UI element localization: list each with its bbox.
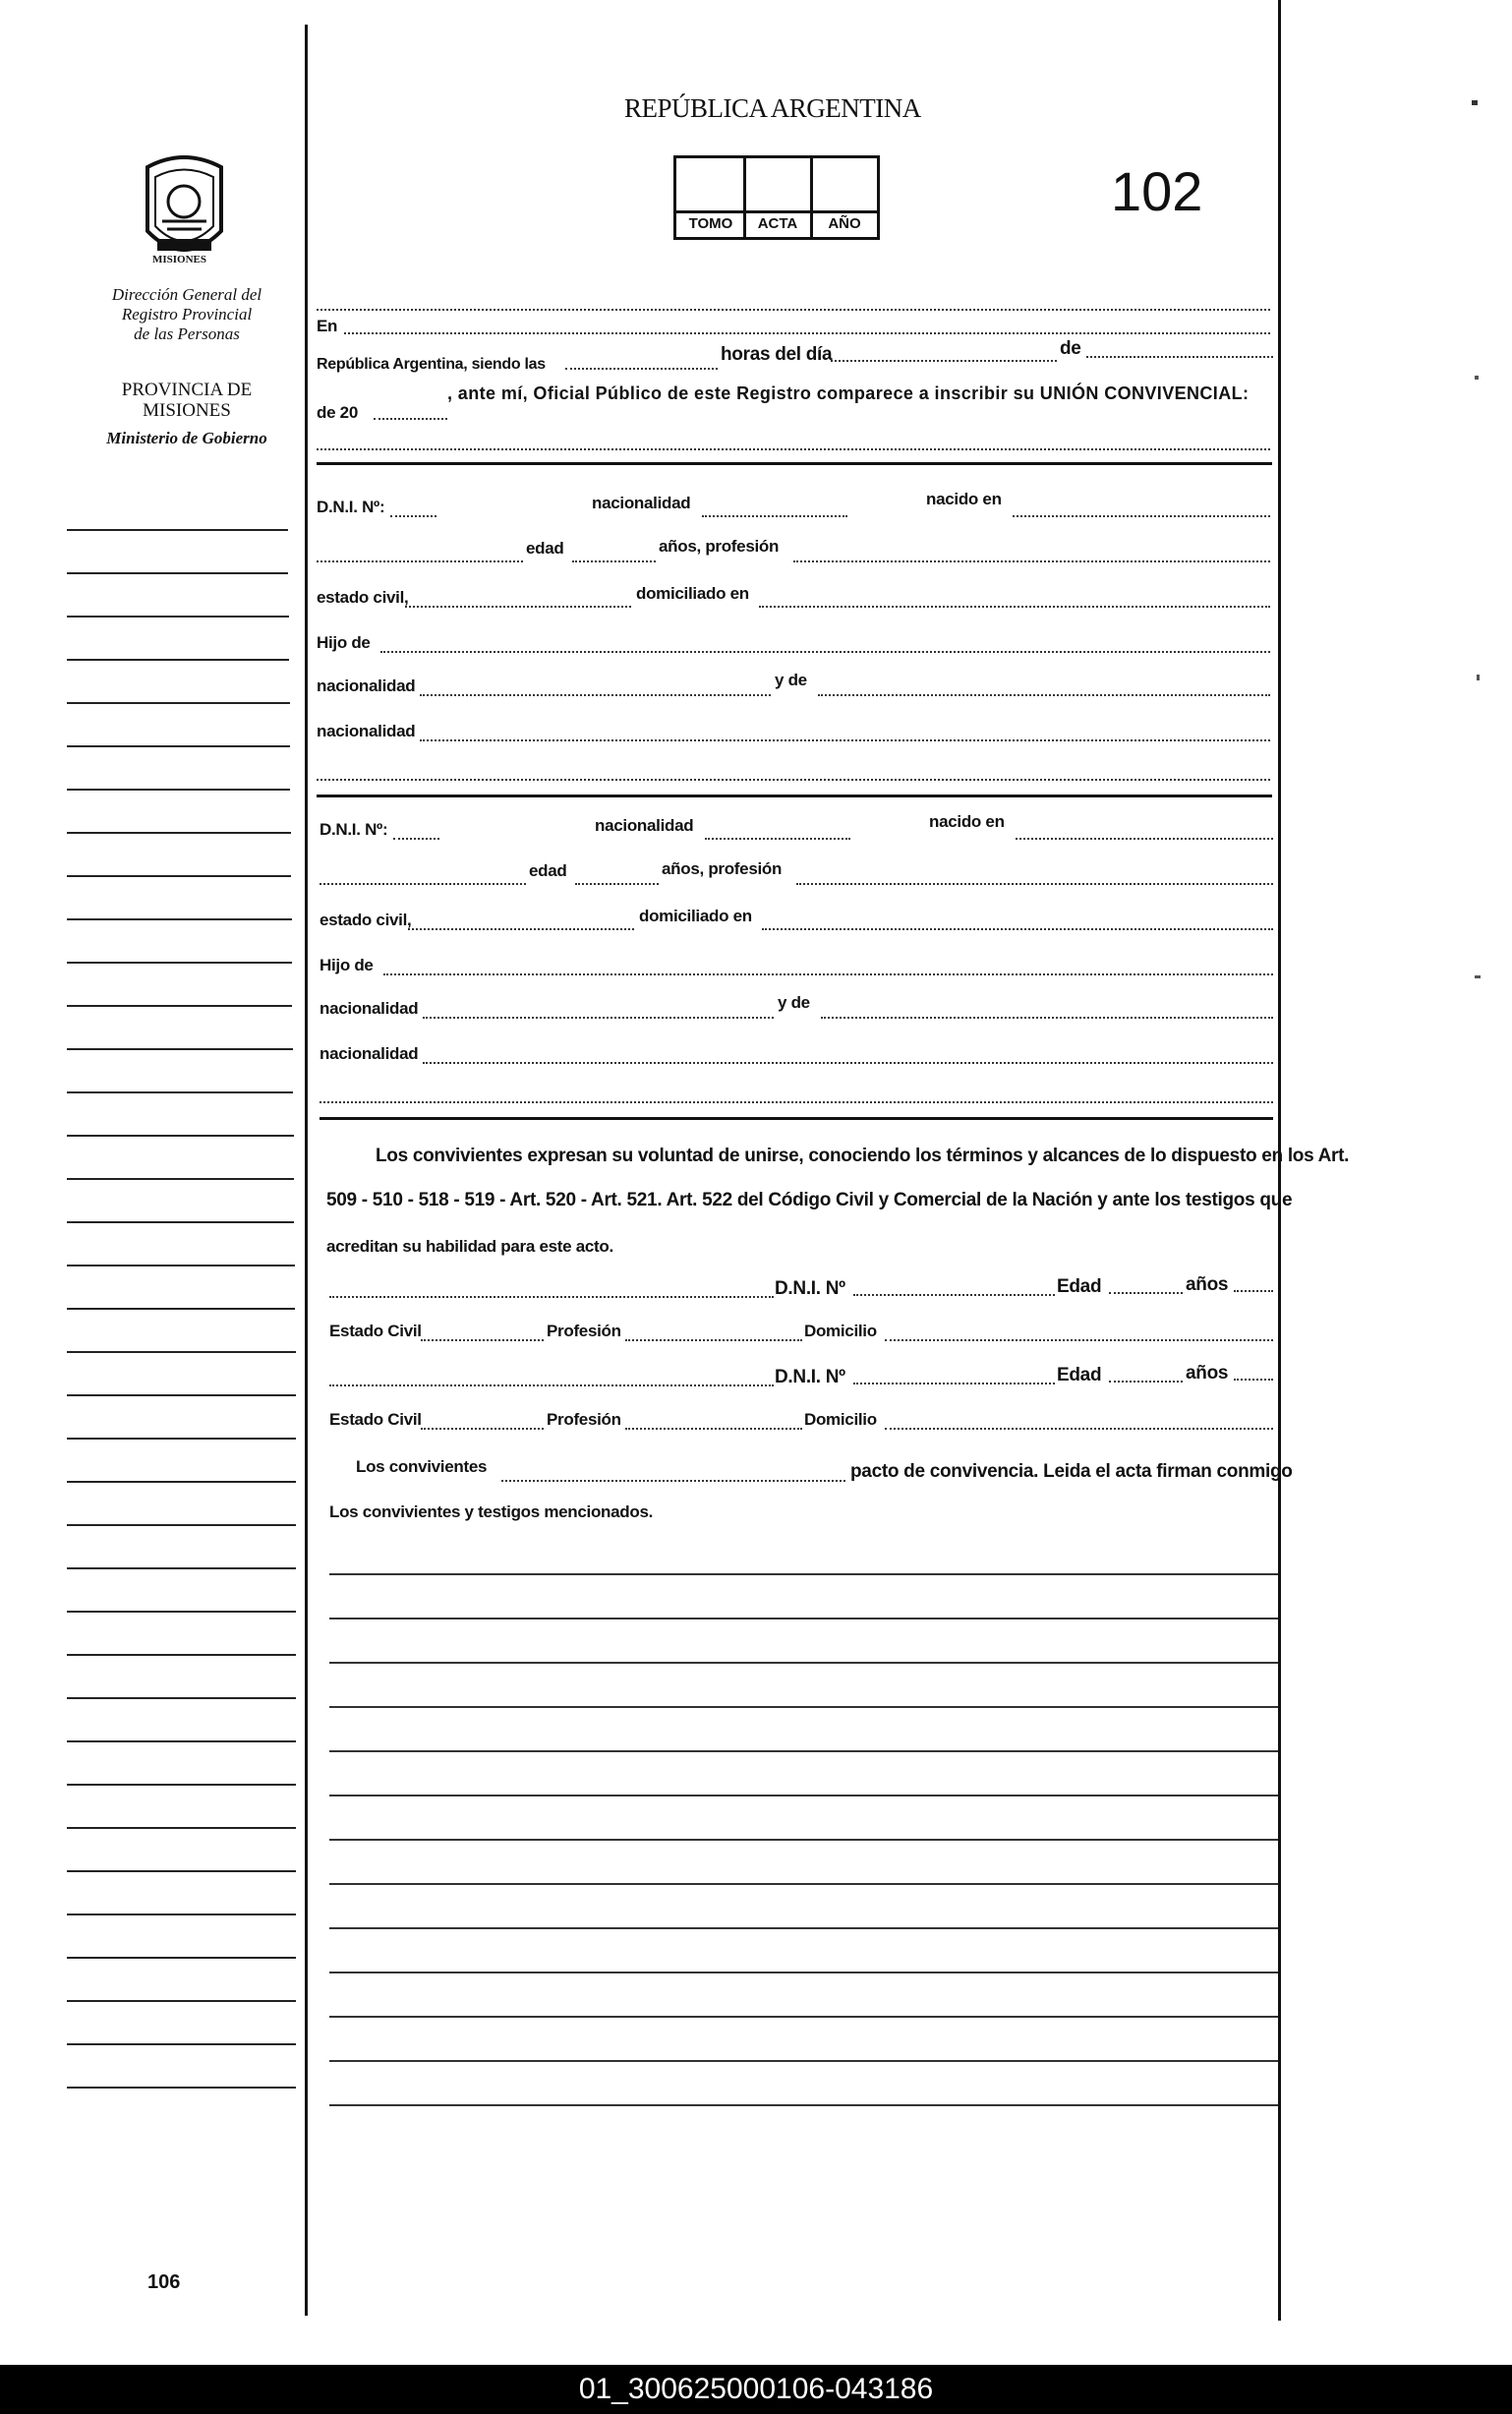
- institution-line-2: Registro Provincial: [121, 305, 253, 324]
- sidebar-ruled-line: [67, 1005, 292, 1007]
- witness-1-domicilio-field: [885, 1339, 1273, 1341]
- signature-line: [329, 1706, 1278, 1708]
- intro-year-field: [374, 418, 447, 420]
- sidebar-ruled-line: [67, 875, 291, 877]
- scan-mark-3: [1477, 675, 1480, 680]
- intro-de-label: de: [1060, 338, 1081, 359]
- person-2-nacionalidad-field: [705, 838, 850, 840]
- witness-2-anos-label: años: [1186, 1363, 1229, 1384]
- witness-1-dni-field: [853, 1294, 1055, 1296]
- person-1-nacido-field: [1013, 515, 1270, 517]
- person-2-hijo-field: [383, 973, 1273, 975]
- person-2-nacido-field: [1016, 838, 1273, 840]
- person-1-estado-field: [405, 606, 631, 608]
- witness-2-estado-field: [421, 1428, 544, 1430]
- person-1-nac-madre-field: [420, 739, 1270, 741]
- institution-line-3: de las Personas: [134, 324, 240, 343]
- person-1-anos-prof-label: años, profesión: [659, 537, 780, 556]
- sidebar-ruled-line: [67, 1048, 293, 1050]
- sidebar-ruled-line: [67, 962, 292, 964]
- person-2-domicilio-label: domiciliado en: [639, 907, 752, 925]
- sidebar-ruled-line: [67, 659, 289, 661]
- person-2-nac-madre-label: nacionalidad: [320, 1044, 419, 1063]
- sidebar-ruled-line: [67, 1870, 296, 1872]
- person-1-domicilio-field: [759, 606, 1270, 608]
- person-1-dni-label: D.N.I. Nº:: [317, 498, 385, 516]
- intro-line-4: [317, 448, 1270, 450]
- sidebar-ruled-line: [67, 1611, 296, 1613]
- person-1-hijo-field: [380, 651, 1270, 653]
- sidebar-ruled-line: [67, 832, 291, 834]
- sidebar-ruled-line: [67, 918, 292, 920]
- signature-line: [329, 1927, 1278, 1929]
- witness-1-profesion-field: [625, 1339, 802, 1341]
- institution-line-1: Dirección General del: [111, 285, 262, 304]
- sidebar-ruled-line: [67, 1957, 296, 1959]
- witness-2-anos-field: [1234, 1379, 1273, 1381]
- intro-dia-field: [831, 360, 1057, 362]
- person-1-nacido-label: nacido en: [926, 490, 1002, 508]
- country-title: REPÚBLICA ARGENTINA: [624, 93, 921, 123]
- person-2-domicilio-field: [762, 928, 1273, 930]
- signature-line: [329, 2016, 1278, 2018]
- person-1-nac-madre-label: nacionalidad: [317, 722, 416, 740]
- witness-2-domicilio-label: Domicilio: [804, 1410, 877, 1429]
- stamp-label-tomo: TOMO: [688, 215, 733, 232]
- witness-1-estado-field: [421, 1339, 544, 1341]
- ministry-name: Ministerio de Gobierno: [106, 429, 267, 447]
- person-2-edad-label: edad: [529, 861, 567, 880]
- sidebar-ruled-line: [67, 2087, 296, 2089]
- sidebar-ruled-line: [67, 1914, 296, 1915]
- sidebar-ruled-line: [67, 1221, 294, 1223]
- person-1-hijo-label: Hijo de: [317, 633, 371, 652]
- person-1-yde-field: [818, 694, 1270, 696]
- witness-2-edad-label: Edad: [1057, 1365, 1102, 1385]
- person-1-domicilio-label: domiciliado en: [636, 584, 749, 603]
- signature-line: [329, 1883, 1278, 1885]
- sidebar-ruled-line: [67, 572, 288, 574]
- intro-horas-label: horas del día: [721, 344, 833, 365]
- witness-1-domicilio-label: Domicilio: [804, 1322, 877, 1340]
- scan-mark-1: [1472, 100, 1478, 105]
- province-line-2: MISIONES: [143, 400, 231, 421]
- person-2-nac-padre-field: [423, 1017, 774, 1019]
- person-1-nacionalidad-label: nacionalidad: [592, 494, 691, 512]
- sidebar-ruled-line: [67, 2000, 296, 2002]
- person-1-age-prefix-field: [317, 560, 523, 562]
- person-2-dni-label: D.N.I. Nº:: [320, 820, 388, 839]
- person-1-edad-label: edad: [526, 539, 564, 558]
- person-2-nac-padre-label: nacionalidad: [320, 999, 419, 1018]
- body-paragraph-line-1: Los convivientes expresan su voluntad de unirse, conociendo los términos y alcances de lo dispuesto en los Art.: [376, 1146, 1350, 1166]
- signature-line: [329, 1839, 1278, 1841]
- witness-1-edad-field: [1109, 1292, 1183, 1294]
- province-coat-of-arms-logo: [138, 152, 231, 270]
- witness-1-edad-label: Edad: [1057, 1276, 1102, 1297]
- intro-ante-label: , ante mí, Oficial Público de este Registro comparece a inscribir su UNIÓN CONVIVENCIAL:: [447, 383, 1250, 403]
- signature-line: [329, 1662, 1278, 1664]
- person-2-estado-field: [408, 928, 634, 930]
- footer-barcode-text: 01_300625000106-043186: [578, 2373, 934, 2405]
- signature-line: [329, 1750, 1278, 1752]
- section-divider-1: [317, 462, 1272, 465]
- signature-line: [329, 1573, 1278, 1575]
- sidebar-ruled-line: [67, 1697, 296, 1699]
- body-paragraph-line-2: 509 - 510 - 518 - 519 - Art. 520 - Art. 521. Art. 522 del Código Civil y Comercial de la Nación y ante los testigos que: [326, 1190, 1293, 1210]
- tomo-acta-ano-box: [673, 155, 880, 240]
- person-1-profesion-field: [793, 560, 1270, 562]
- person-2-estado-label: estado civil,: [320, 911, 412, 929]
- sidebar-ruled-line: [67, 616, 289, 618]
- person-1-nacionalidad-field: [702, 515, 847, 517]
- witness-2-name-field: [329, 1384, 774, 1386]
- sidebar-ruled-line: [67, 745, 290, 747]
- page-number: 106: [147, 2271, 181, 2293]
- sidebar-ruled-line: [67, 1091, 293, 1093]
- witness-1-anos-label: años: [1186, 1274, 1229, 1295]
- closing-convivientes-label: Los convivientes: [356, 1457, 488, 1476]
- person-1-yde-label: y de: [775, 671, 807, 689]
- stamp-label-ano: AÑO: [828, 215, 861, 232]
- witness-1-anos-field: [1234, 1290, 1273, 1292]
- closing-final-label: Los convivientes y testigos mencionados.: [329, 1502, 654, 1521]
- sidebar-ruled-line: [67, 1827, 296, 1829]
- witness-1-profesion-label: Profesión: [547, 1322, 621, 1340]
- person-1-estado-label: estado civil,: [317, 588, 409, 607]
- witness-1-estado-label: Estado Civil: [329, 1322, 422, 1340]
- sidebar-ruled-line: [67, 789, 290, 791]
- signature-line: [329, 1972, 1278, 1973]
- witness-1-name-field: [329, 1296, 774, 1298]
- person-1-edad-field: [572, 560, 656, 562]
- sidebar-ruled-line: [67, 1178, 294, 1180]
- person-2-edad-field: [575, 883, 659, 885]
- sidebar-ruled-line: [67, 1524, 296, 1526]
- scan-mark-2: [1475, 376, 1479, 380]
- section-divider-3: [320, 1117, 1273, 1120]
- intro-line-1: [344, 332, 1270, 334]
- intro-rep-label: República Argentina, siendo las: [317, 356, 546, 373]
- sidebar-ruled-line: [67, 529, 288, 531]
- sidebar-ruled-line: [67, 1740, 296, 1742]
- footer-barcode-bar: [0, 2365, 1512, 2414]
- person-2-nacionalidad-label: nacionalidad: [595, 816, 694, 835]
- person-2-yde-label: y de: [778, 993, 810, 1012]
- person-2-hijo-label: Hijo de: [320, 956, 374, 974]
- section-divider-2: [317, 795, 1272, 797]
- person-2-age-prefix-field: [320, 883, 526, 885]
- witness-1-dni-label: D.N.I. Nº: [775, 1278, 845, 1299]
- signature-line: [329, 1795, 1278, 1796]
- witness-2-profesion-label: Profesión: [547, 1410, 621, 1429]
- person-2-anos-prof-label: años, profesión: [662, 859, 783, 878]
- intro-de20-label: de 20: [317, 403, 358, 422]
- sidebar-ruled-line: [67, 1438, 296, 1440]
- witness-2-dni-label: D.N.I. Nº: [775, 1367, 845, 1387]
- logo-caption: MISIONES: [152, 254, 207, 265]
- stamp-label-acta: ACTA: [757, 215, 798, 232]
- record-number: 102: [1111, 160, 1203, 222]
- province-name: [84, 380, 290, 421]
- person-2-extra-field: [320, 1101, 1273, 1103]
- sidebar-ruled-line: [67, 702, 290, 704]
- person-2-dni-field: [393, 838, 439, 840]
- closing-pacto-label: pacto de convivencia. Leida el acta firman conmigo: [850, 1461, 1293, 1482]
- person-2-profesion-field: [796, 883, 1273, 885]
- sidebar-ruled-line: [67, 1654, 296, 1656]
- intro-mes-field: [1086, 356, 1273, 358]
- intro-en-label: En: [317, 317, 338, 335]
- sidebar-ruled-line: [67, 1351, 296, 1353]
- signature-line: [329, 2104, 1278, 2106]
- sidebar-ruled-line: [67, 1308, 295, 1310]
- sidebar-ruled-line: [67, 2043, 296, 2045]
- witness-2-estado-label: Estado Civil: [329, 1410, 422, 1429]
- witness-2-profesion-field: [625, 1428, 802, 1430]
- intro-horas-field: [565, 368, 718, 370]
- province-line-1: PROVINCIA DE: [121, 380, 253, 400]
- sidebar-ruled-line: [67, 1394, 296, 1396]
- intro-line-0: [317, 309, 1270, 311]
- person-1-dni-field: [390, 515, 436, 517]
- sidebar-ruled-line: [67, 1481, 296, 1483]
- person-1-nac-padre-field: [420, 694, 771, 696]
- sidebar-ruled-line: [67, 1135, 294, 1137]
- signature-line: [329, 2060, 1278, 2062]
- witness-2-domicilio-field: [885, 1428, 1273, 1430]
- person-2-yde-field: [821, 1017, 1273, 1019]
- sidebar-ruled-line: [67, 1567, 296, 1569]
- body-paragraph-line-3: acreditan su habilidad para este acto.: [326, 1237, 613, 1256]
- institution-name: [84, 285, 290, 344]
- sidebar-ruled-line: [67, 1784, 296, 1786]
- sidebar-ruled-line: [67, 1265, 295, 1266]
- left-margin-rule: [305, 25, 308, 2316]
- scan-mark-4: [1475, 975, 1481, 978]
- witness-2-edad-field: [1109, 1381, 1183, 1383]
- person-2-nacido-label: nacido en: [929, 812, 1005, 831]
- witness-2-dni-field: [853, 1383, 1055, 1384]
- person-2-nac-madre-field: [423, 1062, 1273, 1064]
- person-1-nac-padre-label: nacionalidad: [317, 677, 416, 695]
- signature-line: [329, 1618, 1278, 1619]
- closing-convivientes-field: [501, 1480, 845, 1482]
- person-1-extra-field: [317, 779, 1270, 781]
